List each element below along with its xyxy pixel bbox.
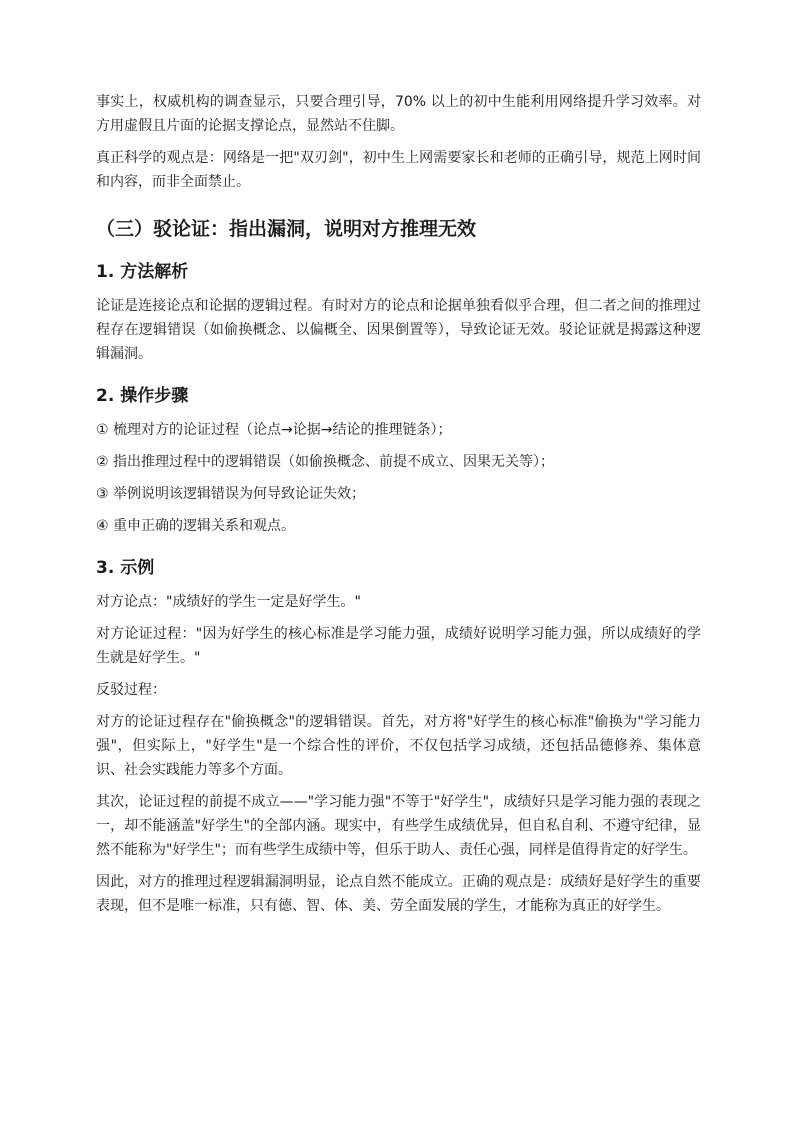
intro-paragraph-1: 事实上，权威机构的调查显示，只要合理引导，70% 以上的初中生能利用网络提升学习效率。对方用虚假且片面的论据支撑论点，显然站不住脚。	[96, 94, 701, 134]
document-page	[96, 90, 701, 926]
example-claim: 对方论点："成绩好的学生一定是好学生。"	[96, 594, 361, 610]
example-heading: 3. 示例	[96, 558, 155, 578]
example-rebuttal-label: 反驳过程：	[96, 682, 166, 698]
example-conclusion: 因此，对方的推理过程逻辑漏洞明显，论点自然不能成立。正确的观点是：成绩好是好学生的重要表现，但不是唯一标准，只有德、智、体、美、劳全面发展的学生，才能称为真正的好学生。	[96, 874, 701, 914]
step-item-4: ④ 重申正确的逻辑关系和观点。	[96, 518, 296, 534]
method-heading: 1. 方法解析	[96, 262, 189, 282]
example-rebuttal-paragraph-2: 其次，论证过程的前提不成立——"学习能力强"不等于"好学生"，成绩好只是学习能力强的表现之一，却不能涵盖"好学生"的全部内涵。现实中，有些学生成绩优异，但自私自利、不遵守纪律，显然不能称为"好学生"；而有些学生成绩中等，但乐于助人、责任心强，同样是值得肯定的好学生。	[96, 794, 701, 858]
step-item-3: ③ 举例说明该逻辑错误为何导致论证失效；	[96, 486, 365, 502]
section-title: （三）驳论证：指出漏洞，说明对方推理无效	[96, 218, 477, 240]
example-reasoning: 对方论证过程："因为好学生的核心标准是学习能力强，成绩好说明学习能力强，所以成绩好的学生就是好学生。"	[96, 626, 701, 666]
example-rebuttal-paragraph-1: 对方的论证过程存在"偷换概念"的逻辑错误。首先，对方将"好学生的核心标准"偷换为"学习能力强"，但实际上，"好学生"是一个综合性的评价，不仅包括学习成绩，还包括品德修养、集体意识、社会实践能力等多个方面。	[96, 714, 701, 778]
step-item-1: ① 梳理对方的论证过程（论点→论据→结论的推理链条）；	[96, 422, 452, 438]
steps-heading: 2. 操作步骤	[96, 386, 189, 406]
method-paragraph: 论证是连接论点和论据的逻辑过程。有时对方的论点和论据单独看似乎合理，但二者之间的推理过程存在逻辑错误（如偷换概念、以偏概全、因果倒置等），导致论证无效。驳论证就是揭露这种逻辑漏洞。	[96, 298, 701, 362]
step-item-2: ② 指出推理过程中的逻辑错误（如偷换概念、前提不成立、因果无关等）；	[96, 454, 554, 470]
intro-paragraph-2: 真正科学的观点是：网络是一把"双刃剑"，初中生上网需要家长和老师的正确引导，规范上网时间和内容，而非全面禁止。	[96, 150, 701, 190]
